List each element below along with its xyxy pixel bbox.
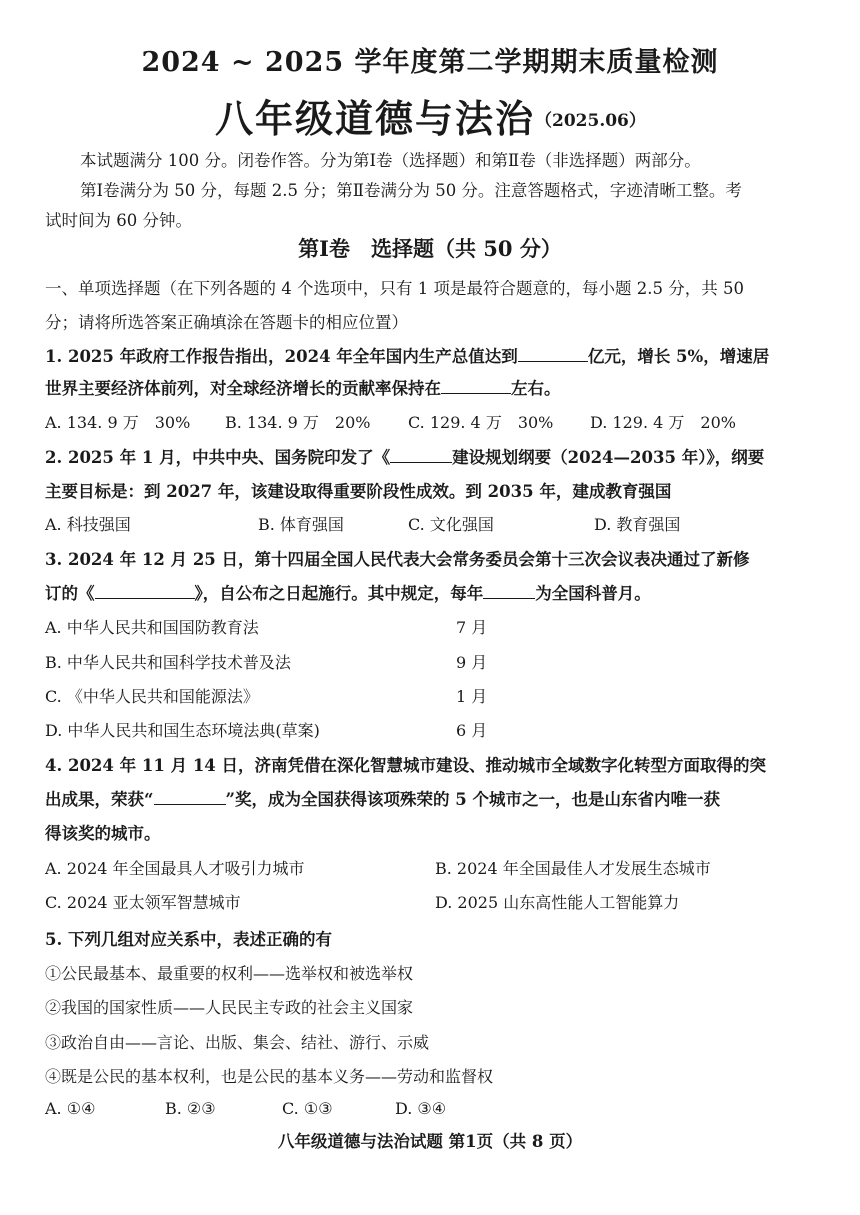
subject-title: 八年级道德与法治 [215,96,536,141]
q1-text-b: 亿元，增长 5%，增速居 [587,347,770,366]
q5-statement-3: ③政治自由——言论、出版、集会、结社、游行、示威 [45,1033,430,1052]
q1-text-a: 1. 2025 年政府工作报告指出，2024 年全年国内生产总值达到 [45,347,518,366]
q5-option-b: B. ②③ [165,1099,216,1118]
q3-option-d-month: 6 月 [456,721,488,740]
q3-text-c: 为全国科普月。 [535,584,651,603]
q2-blank [390,446,452,463]
q4-option-b: B. 2024 年全国最佳人才发展生态城市 [435,859,711,878]
q3-line-1: 3. 2024 年 12 月 25 日，第十四届全国人民代表大会常务委员会第十三次会议表决通过了新修 [45,550,750,569]
q5-option-c: C. ①③ [282,1099,333,1118]
q2-line-1 [45,444,764,468]
q5-statement-4: ④既是公民的基本权利，也是公民的基本义务——劳动和监督权 [45,1067,494,1086]
q2-option-b: B. 体育强国 [258,515,344,534]
q3-option-a-month: 7 月 [456,618,488,637]
q1-line-1 [45,343,769,367]
q3-text-a: 订的《 [45,584,95,603]
exam-date: （2025.06） [535,111,646,131]
q1-option-c: C. 129. 4 万 30% [408,413,554,432]
q1-option-d: D. 129. 4 万 20% [590,413,736,432]
q4-option-a: A. 2024 年全国最具人才吸引力城市 [45,859,305,878]
section-title: 第Ⅰ卷 选择题（共 50 分） [298,236,562,261]
q4-line-1: 4. 2024 年 11 月 14 日，济南凭借在深化智慧城市建设、推动城市全域数字化转型方面取得的突 [45,756,767,775]
q4-line-2 [45,786,720,810]
q2-text-b: 建设规划纲要（2024—2035 年）》，纲要 [452,448,765,467]
q4-option-d: D. 2025 山东高性能人工智能算力 [435,893,680,912]
q2-option-d: D. 教育强国 [594,515,681,534]
q5-option-a: A. ①④ [45,1099,96,1118]
q4-blank [154,788,226,805]
q4-line-3: 得该奖的城市。 [45,824,161,843]
q4-option-c: C. 2024 亚太领军智慧城市 [45,893,241,912]
q3-option-b: B. 中华人民共和国科学技术普及法 [45,653,291,672]
q1-line-2 [45,375,561,399]
q5-stem: 5. 下列几组对应关系中，表述正确的有 [45,930,332,949]
intro-line-3: 试时间为 60 分钟。 [45,211,192,230]
q3-line-2 [45,580,651,604]
q3-option-c-month: 1 月 [456,687,488,706]
q3-option-d: D. 中华人民共和国生态环境法典(草案) [45,721,320,740]
q1-option-b: B. 134. 9 万 20% [225,413,371,432]
intro-line-1: 本试题满分 100 分。闭卷作答。分为第Ⅰ卷（选择题）和第Ⅱ卷（非选择题）两部分。 [80,151,701,170]
intro-line-2: 第Ⅰ卷满分为 50 分，每题 2.5 分；第Ⅱ卷满分为 50 分。注意答题格式，字迹清晰工整。考 [80,181,742,200]
q2-text-a: 2. 2025 年 1 月，中共中央、国务院印发了《 [45,448,391,467]
q3-text-b: 》，自公布之日起施行。其中规定，每年 [194,584,484,603]
q1-text-c: 世界主要经济体前列，对全球经济增长的贡献率保持在 [45,379,441,398]
q3-option-b-month: 9 月 [456,653,488,672]
q1-blank-1 [518,345,588,362]
q1-text-d: 左右。 [511,379,561,398]
q1-blank-2 [441,377,511,394]
q3-option-a: A. 中华人民共和国国防教育法 [45,618,259,637]
section-instruction-1: 一、单项选择题（在下列各题的 4 个选项中，只有 1 项是最符合题意的，每小题 2.5 分，共 50 [45,279,744,298]
q2-option-a: A. 科技强国 [45,515,131,534]
q4-text-b: ”奖，成为全国获得该项殊荣的 5 个城市之一，也是山东省内唯一获 [225,790,720,809]
q5-option-d: D. ③④ [395,1099,447,1118]
q3-blank-2 [483,582,535,599]
q3-option-c: C. 《中华人民共和国能源法》 [45,687,259,706]
q5-statement-1: ①公民最基本、最重要的权利——选举权和被选举权 [45,964,414,983]
q4-text-a: 出成果，荣获“ [45,790,154,809]
q2-option-c: C. 文化强国 [408,515,494,534]
page-footer: 八年级道德与法治试题 第1页（共 8 页） [277,1132,583,1151]
q2-line-2: 主要目标是：到 2027 年，该建设取得重要阶段性成效。到 2035 年，建成教育强国 [45,482,672,501]
q3-blank-1 [95,582,195,599]
exam-title: 2024 ~ 2025 学年度第二学期期末质量检测 [141,47,719,78]
section-instruction-2: 分；请将所选答案正确填涂在答题卡的相应位置） [45,313,408,332]
q1-option-a: A. 134. 9 万 30% [45,413,191,432]
q5-statement-2: ②我国的国家性质——人民民主专政的社会主义国家 [45,998,414,1017]
